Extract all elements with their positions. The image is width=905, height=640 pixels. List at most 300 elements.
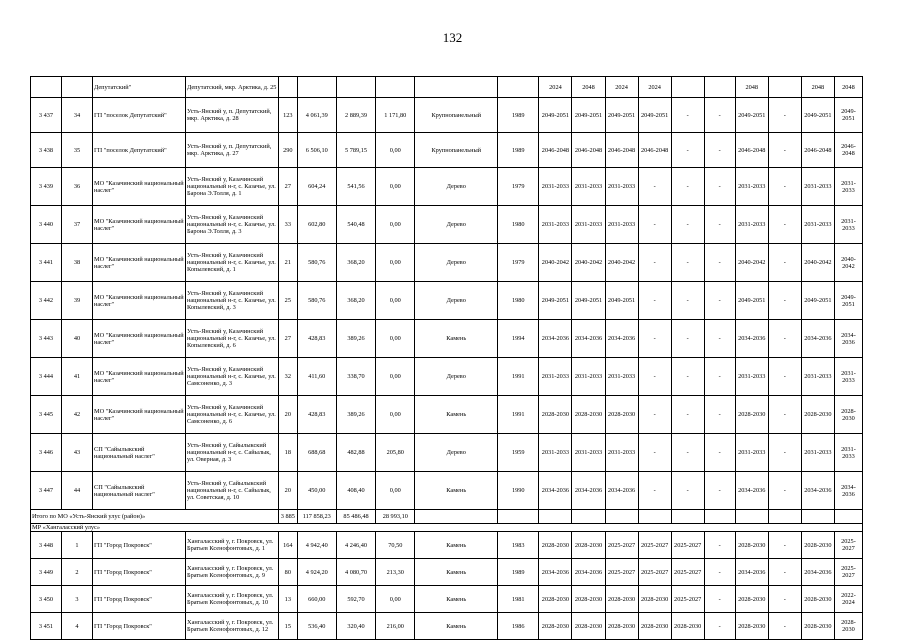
- cell-period-7: 2028-2030: [735, 613, 768, 640]
- cell-total-area: 536,40: [297, 613, 336, 640]
- cell-period-5: -: [671, 472, 704, 510]
- cell-period-1: 2046-2048: [539, 133, 572, 168]
- cell-period-4: 2049-2051: [638, 98, 671, 133]
- cell-period-4: 2028-2030: [638, 613, 671, 640]
- cell-period-8: -: [768, 244, 801, 282]
- cell-address: Хангаласский у, г. Покровск, ул. Братьев Ксенофонтовых, д. 12: [186, 613, 279, 640]
- cell-period-8: -: [768, 168, 801, 206]
- cell-period-7: 2031-2033: [735, 168, 768, 206]
- cell-period-9: 2031-2033: [801, 168, 834, 206]
- table-row: [31, 282, 863, 320]
- cell-period-3: 2025-2027: [605, 532, 638, 559]
- cell-other-area: 1 171,80: [376, 98, 415, 133]
- cell-period-4: 2028-2030: [638, 586, 671, 613]
- cell-period-3: 2046-2048: [605, 133, 638, 168]
- cell-period-10: 2034-2036: [834, 320, 862, 358]
- cell-period-10: 2034-2036: [834, 472, 862, 510]
- cell-item-number: 44: [62, 472, 93, 510]
- cell-wall-material: Крупнопанельный: [415, 133, 498, 168]
- cell-other-area: 0,00: [376, 168, 415, 206]
- cell-residential-area: 5 789,15: [336, 133, 375, 168]
- cell-item-number: 42: [62, 396, 93, 434]
- cell-residential-area: 389,26: [336, 396, 375, 434]
- cell-period-7: 2031-2033: [735, 358, 768, 396]
- cell-total-area: 688,68: [297, 434, 336, 472]
- cell-address: Депутатский, мкр. Арктика, д. 25: [186, 77, 279, 98]
- cell-owner: МО "Казачинский национальный наслег": [93, 206, 186, 244]
- cell-item-number: 1: [62, 532, 93, 559]
- table-row: [31, 168, 863, 206]
- cell-address: Усть-Янский у, Казачинский национальный н-г, с. Казачье, ул. Копылевский, д. 1: [186, 244, 279, 282]
- cell-period-5: 2028-2030: [671, 613, 704, 640]
- cell-reg-number: 3 448: [31, 532, 62, 559]
- cell-year-col: [297, 77, 336, 98]
- cell-period-8: -: [768, 434, 801, 472]
- cell-other-area: 213,30: [376, 559, 415, 586]
- cell-period-3: 2034-2036: [605, 472, 638, 510]
- cell-address: Хангаласский у, г. Покровск, ул. Братьев Ксенофонтовых, д. 1: [186, 532, 279, 559]
- cell-build-year: 1991: [498, 396, 539, 434]
- cell-address: Усть-Янский у, п. Депутатский, мкр. Арктика, д. 27: [186, 133, 279, 168]
- cell-total-area: 580,76: [297, 244, 336, 282]
- cell-item-number: 4: [62, 613, 93, 640]
- cell-period-1: 2028-2030: [539, 586, 572, 613]
- total-label: Итого по МО «Усть-Янский улус (район)»: [31, 510, 279, 524]
- cell-wall-material: Камень: [415, 396, 498, 434]
- cell-period-9: 2028-2030: [801, 532, 834, 559]
- cell-period-8: -: [768, 206, 801, 244]
- cell-item-number: 37: [62, 206, 93, 244]
- cell-period-4: -: [638, 472, 671, 510]
- cell-owner: МО "Казачинский национальный наслег": [93, 396, 186, 434]
- cell-item-number: 40: [62, 320, 93, 358]
- cell-other-area: 205,80: [376, 434, 415, 472]
- cell-period-10: 2031-2033: [834, 358, 862, 396]
- table-row: [31, 98, 863, 133]
- cell-period-6: -: [704, 396, 735, 434]
- cell-quantity: 18: [279, 434, 298, 472]
- cell-item-number: 41: [62, 358, 93, 396]
- cell-period-7: 2031-2033: [735, 206, 768, 244]
- table-row: [31, 358, 863, 396]
- cell-build-year: 1991: [498, 358, 539, 396]
- cell-period-4: 2046-2048: [638, 133, 671, 168]
- cell-period-6: -: [704, 586, 735, 613]
- cell-wall-material: Камень: [415, 472, 498, 510]
- cell-period-2: 2034-2036: [572, 320, 605, 358]
- cell-period-2: 2049-2051: [572, 98, 605, 133]
- table-row: [31, 434, 863, 472]
- cell-period-1: 2028-2030: [539, 532, 572, 559]
- cell-wall-material: Камень: [415, 586, 498, 613]
- cell-wall-material: Камень: [415, 532, 498, 559]
- cell-quantity: 27: [279, 168, 298, 206]
- cell-period-9: 2034-2036: [801, 559, 834, 586]
- table-row: [31, 472, 863, 510]
- cell-period-5: -: [671, 133, 704, 168]
- cell-build-year: 1979: [498, 168, 539, 206]
- cell-period-3: 2031-2033: [605, 358, 638, 396]
- cell-year-col: 2048: [801, 77, 834, 98]
- cell-period-4: -: [638, 244, 671, 282]
- housing-register-table: [30, 76, 863, 640]
- cell-period-4: 2025-2027: [638, 532, 671, 559]
- cell-wall-material: Дерево: [415, 282, 498, 320]
- cell-period-9: 2040-2042: [801, 244, 834, 282]
- section-title: МР «Хангаласский улус»: [31, 524, 863, 532]
- cell-period-4: -: [638, 206, 671, 244]
- cell-period-3: 2028-2030: [605, 396, 638, 434]
- cell-period-9: 2049-2051: [801, 98, 834, 133]
- table-body: [31, 77, 863, 640]
- cell-owner: ГП "поселок Депутатский": [93, 98, 186, 133]
- cell-period-9: 2028-2030: [801, 613, 834, 640]
- cell-build-year: 1989: [498, 133, 539, 168]
- cell-quantity: 20: [279, 396, 298, 434]
- cell-period-4: -: [638, 282, 671, 320]
- table-row: [31, 586, 863, 613]
- cell-item-number: 39: [62, 282, 93, 320]
- cell-address: Усть-Янский у, Казачинский национальный н-г, с. Казачье, ул. Самсоненко, д. 6: [186, 396, 279, 434]
- cell-wall-material: Камень: [415, 559, 498, 586]
- cell-quantity: 123: [279, 98, 298, 133]
- cell-period-8: -: [768, 559, 801, 586]
- cell-year-col: [704, 77, 735, 98]
- cell-period-1: 2034-2036: [539, 320, 572, 358]
- cell-period-10: 2049-2051: [834, 98, 862, 133]
- cell-period-3: 2031-2033: [605, 206, 638, 244]
- cell-address: Усть-Янский у, Казачинский национальный н-г, с. Казачье, ул. Копылевский, д. 6: [186, 320, 279, 358]
- cell-period-5: -: [671, 206, 704, 244]
- cell-period-10: 2040-2042: [834, 244, 862, 282]
- cell-residential-area: 4 080,70: [336, 559, 375, 586]
- cell-build-year: 1983: [498, 532, 539, 559]
- cell-year: [498, 77, 539, 98]
- cell-build-year: 1981: [498, 586, 539, 613]
- cell-other-area: 70,50: [376, 532, 415, 559]
- cell-address: Хангаласский у, г. Покровск, ул. Братьев Ксенофонтовых, д. 10: [186, 586, 279, 613]
- cell-owner: ГП "Город Покровск": [93, 532, 186, 559]
- cell-period-9: 2049-2051: [801, 282, 834, 320]
- cell-item-number: 3: [62, 586, 93, 613]
- cell-reg: [31, 77, 62, 98]
- cell-total-area: 428,83: [297, 396, 336, 434]
- cell-reg-number: 3 438: [31, 133, 62, 168]
- cell-quantity: 33: [279, 206, 298, 244]
- cell-residential-area: 541,56: [336, 168, 375, 206]
- cell-item-number: 34: [62, 98, 93, 133]
- cell-owner: СП "Сайылыкский национальный наслег": [93, 434, 186, 472]
- cell-period-10: 2025-2027: [834, 532, 862, 559]
- cell-residential-area: 338,70: [336, 358, 375, 396]
- cell-period-10: 2049-2051: [834, 282, 862, 320]
- cell-period-8: -: [768, 586, 801, 613]
- cell-build-year: 1994: [498, 320, 539, 358]
- cell-quantity: 164: [279, 532, 298, 559]
- cell-wall-material: Крупнопанельный: [415, 98, 498, 133]
- cell-total-area: 4 942,40: [297, 532, 336, 559]
- cell-period-9: 2046-2048: [801, 133, 834, 168]
- cell-period-4: -: [638, 396, 671, 434]
- cell-total-area: 4 924,20: [297, 559, 336, 586]
- cell-period-8: -: [768, 396, 801, 434]
- cell-build-year: 1989: [498, 98, 539, 133]
- cell-other-area: 0,00: [376, 586, 415, 613]
- table-row: [31, 133, 863, 168]
- cell-wall-material: Дерево: [415, 168, 498, 206]
- cell-period-5: -: [671, 282, 704, 320]
- cell-n: [62, 77, 93, 98]
- cell-quantity: 25: [279, 282, 298, 320]
- cell-owner: Депутатский": [93, 77, 186, 98]
- cell-period-1: 2031-2033: [539, 168, 572, 206]
- cell-residential-area: 592,70: [336, 586, 375, 613]
- cell-year-col: [336, 77, 375, 98]
- cell-year-col: [671, 77, 704, 98]
- cell-reg-number: 3 450: [31, 586, 62, 613]
- cell-period-6: -: [704, 532, 735, 559]
- cell-reg-number: 3 446: [31, 434, 62, 472]
- cell-build-year: 1959: [498, 434, 539, 472]
- total-other-area: 28 993,10: [376, 510, 415, 524]
- cell-other-area: 0,00: [376, 396, 415, 434]
- cell-total-area: 450,00: [297, 472, 336, 510]
- cell-year-col: 2048: [834, 77, 862, 98]
- cell-year-col: 2024: [638, 77, 671, 98]
- cell-period-7: 2028-2030: [735, 532, 768, 559]
- cell-period-5: -: [671, 434, 704, 472]
- cell-period-4: -: [638, 320, 671, 358]
- cell-period-2: 2031-2033: [572, 206, 605, 244]
- cell-period-2: 2028-2030: [572, 586, 605, 613]
- section-header-row: [31, 524, 863, 532]
- table-row: [31, 244, 863, 282]
- cell-owner: ГП "Город Покровск": [93, 586, 186, 613]
- cell-owner: МО "Казачинский национальный наслег": [93, 282, 186, 320]
- cell-period-1: 2034-2036: [539, 472, 572, 510]
- cell-period-3: 2034-2036: [605, 320, 638, 358]
- cell-owner: СП "Сайылыкский национальный наслег": [93, 472, 186, 510]
- cell-residential-area: 2 889,39: [336, 98, 375, 133]
- cell-wall-material: Дерево: [415, 206, 498, 244]
- cell-period-5: -: [671, 98, 704, 133]
- cell-period-6: -: [704, 472, 735, 510]
- cell-total-area: 6 506,10: [297, 133, 336, 168]
- cell-quantity: 15: [279, 613, 298, 640]
- cell-owner: ГП "Город Покровск": [93, 613, 186, 640]
- cell-period-1: 2028-2030: [539, 613, 572, 640]
- cell-period-8: -: [768, 282, 801, 320]
- cell-period-8: -: [768, 532, 801, 559]
- cell-period-3: 2031-2033: [605, 434, 638, 472]
- cell-address: Усть-Янский у, Казачинский национальный н-г, с. Казачье, ул. Барона Э.Толля, д. 1: [186, 168, 279, 206]
- cell-period-10: 2028-2030: [834, 396, 862, 434]
- cell-period-2: 2034-2036: [572, 559, 605, 586]
- cell-period-4: -: [638, 358, 671, 396]
- cell-total-area: 428,83: [297, 320, 336, 358]
- cell-total-area: 580,76: [297, 282, 336, 320]
- cell-period-2: 2028-2030: [572, 532, 605, 559]
- cell-period-2: 2031-2033: [572, 434, 605, 472]
- table-row: [31, 396, 863, 434]
- cell-period-8: -: [768, 613, 801, 640]
- cell-address: Усть-Янский у, Сайылыкский национальный н-г, с. Сайылык, ул. Оверная, д. 3: [186, 434, 279, 472]
- cell-period-2: 2031-2033: [572, 358, 605, 396]
- cell-period-6: -: [704, 358, 735, 396]
- cell-period-3: 2031-2033: [605, 168, 638, 206]
- cell-year-col: 2048: [735, 77, 768, 98]
- cell-wall-material: Камень: [415, 613, 498, 640]
- cell-period-8: -: [768, 98, 801, 133]
- cell-other-area: 0,00: [376, 358, 415, 396]
- cell-owner: ГП "Город Покровск": [93, 559, 186, 586]
- cell-quantity: 20: [279, 472, 298, 510]
- total-area: 117 858,23: [297, 510, 336, 524]
- total-residential-area: 85 486,48: [336, 510, 375, 524]
- cell-build-year: 1989: [498, 559, 539, 586]
- cell-reg-number: 3 440: [31, 206, 62, 244]
- cell-other-area: 0,00: [376, 244, 415, 282]
- cell-total-area: 604,24: [297, 168, 336, 206]
- cell-period-6: -: [704, 133, 735, 168]
- cell-period-5: 2025-2027: [671, 559, 704, 586]
- cell-material: [415, 77, 498, 98]
- cell-address: Усть-Янский у, Казачинский национальный н-г, с. Казачье, ул. Барона Э.Толля, д. 3: [186, 206, 279, 244]
- cell-period-6: -: [704, 244, 735, 282]
- cell-other-area: 0,00: [376, 133, 415, 168]
- cell-period-2: 2031-2033: [572, 168, 605, 206]
- cell-period-1: 2049-2051: [539, 282, 572, 320]
- cell-period-6: -: [704, 559, 735, 586]
- cell-period-7: 2031-2033: [735, 434, 768, 472]
- cell-period-3: 2049-2051: [605, 98, 638, 133]
- cell-period-8: -: [768, 358, 801, 396]
- cell-period-10: 2022-2024: [834, 586, 862, 613]
- cell-period-1: 2031-2033: [539, 206, 572, 244]
- cell-period-7: 2034-2036: [735, 320, 768, 358]
- table-row: [31, 613, 863, 640]
- cell-owner: МО "Казачинский национальный наслег": [93, 244, 186, 282]
- cell-other-area: 0,00: [376, 206, 415, 244]
- cell-period-4: -: [638, 168, 671, 206]
- cell-owner: МО "Казачинский национальный наслег": [93, 358, 186, 396]
- cell-build-year: 1986: [498, 613, 539, 640]
- cell-period-2: 2028-2030: [572, 613, 605, 640]
- cell-period-9: 2028-2030: [801, 396, 834, 434]
- cell-period-7: 2028-2030: [735, 586, 768, 613]
- cell-reg-number: 3 437: [31, 98, 62, 133]
- cell-reg-number: 3 441: [31, 244, 62, 282]
- cell-reg-number: 3 447: [31, 472, 62, 510]
- cell-residential-area: 482,88: [336, 434, 375, 472]
- cell-period-9: 2028-2030: [801, 586, 834, 613]
- cell-reg-number: 3 449: [31, 559, 62, 586]
- cell-address: Усть-Янский у, Казачинский национальный н-г, с. Казачье, ул. Копылевский, д. 3: [186, 282, 279, 320]
- cell-build-year: 1980: [498, 206, 539, 244]
- cell-period-7: 2028-2030: [735, 396, 768, 434]
- cell-period-6: -: [704, 282, 735, 320]
- cell-period-10: 2031-2033: [834, 206, 862, 244]
- cell-residential-area: 389,26: [336, 320, 375, 358]
- cell-build-year: 1980: [498, 282, 539, 320]
- cell-year-col: [376, 77, 415, 98]
- cell-total-area: 660,00: [297, 586, 336, 613]
- cell-period-10: 2028-2030: [834, 613, 862, 640]
- cell-reg-number: 3 444: [31, 358, 62, 396]
- cell-period-6: -: [704, 434, 735, 472]
- cell-period-2: 2040-2042: [572, 244, 605, 282]
- cell-wall-material: Камень: [415, 320, 498, 358]
- cell-reg-number: 3 439: [31, 168, 62, 206]
- cell-wall-material: Дерево: [415, 358, 498, 396]
- cell-period-1: 2049-2051: [539, 98, 572, 133]
- cell-item-number: 38: [62, 244, 93, 282]
- cell-period-2: 2049-2051: [572, 282, 605, 320]
- cell-period-1: 2040-2042: [539, 244, 572, 282]
- cell-period-3: 2049-2051: [605, 282, 638, 320]
- cell-period-2: 2028-2030: [572, 396, 605, 434]
- cell-period-7: 2046-2048: [735, 133, 768, 168]
- cell-period-10: 2025-2027: [834, 559, 862, 586]
- cell-year-col: 2024: [539, 77, 572, 98]
- cell-period-5: 2025-2027: [671, 586, 704, 613]
- cell-item-number: 36: [62, 168, 93, 206]
- cell-period-5: -: [671, 168, 704, 206]
- cell-item-number: 35: [62, 133, 93, 168]
- cell-year-col: 2048: [572, 77, 605, 98]
- cell-period-6: -: [704, 98, 735, 133]
- cell-quantity: 27: [279, 320, 298, 358]
- cell-period-7: 2040-2042: [735, 244, 768, 282]
- page-number: 132: [442, 30, 463, 45]
- cell-period-7: 2034-2036: [735, 472, 768, 510]
- cell-owner: МО "Казачинский национальный наслег": [93, 168, 186, 206]
- cell-reg-number: 3 451: [31, 613, 62, 640]
- cell-period-10: 2031-2033: [834, 434, 862, 472]
- cell-period-7: 2034-2036: [735, 559, 768, 586]
- cell-residential-area: 408,40: [336, 472, 375, 510]
- cell-period-6: -: [704, 168, 735, 206]
- cell-period-1: 2034-2036: [539, 559, 572, 586]
- table-row: [31, 320, 863, 358]
- table-row: [31, 532, 863, 559]
- cell-quantity: 21: [279, 244, 298, 282]
- cell-quantity: 80: [279, 559, 298, 586]
- cell-other-area: 0,00: [376, 320, 415, 358]
- table-row: [31, 559, 863, 586]
- cell-period-8: -: [768, 472, 801, 510]
- cell-period-5: -: [671, 320, 704, 358]
- cell-period-1: 2031-2033: [539, 434, 572, 472]
- cell-period-6: -: [704, 206, 735, 244]
- cell-total-area: 4 061,39: [297, 98, 336, 133]
- cell-quantity: 290: [279, 133, 298, 168]
- total-quantity: 3 885: [279, 510, 298, 524]
- cell-period-9: 2034-2036: [801, 320, 834, 358]
- cell-period-9: 2034-2036: [801, 472, 834, 510]
- cell-period-3: 2028-2030: [605, 586, 638, 613]
- cell-period-4: -: [638, 434, 671, 472]
- cell-year-col: [768, 77, 801, 98]
- cell-residential-area: 368,20: [336, 282, 375, 320]
- cell-period-2: 2046-2048: [572, 133, 605, 168]
- cell-owner: МО "Казачинский национальный наслег": [93, 320, 186, 358]
- cell-period-5: -: [671, 396, 704, 434]
- cell-quantity: 32: [279, 358, 298, 396]
- cell-period-9: 2031-2033: [801, 358, 834, 396]
- cell-residential-area: 4 246,40: [336, 532, 375, 559]
- cell-residential-area: 320,40: [336, 613, 375, 640]
